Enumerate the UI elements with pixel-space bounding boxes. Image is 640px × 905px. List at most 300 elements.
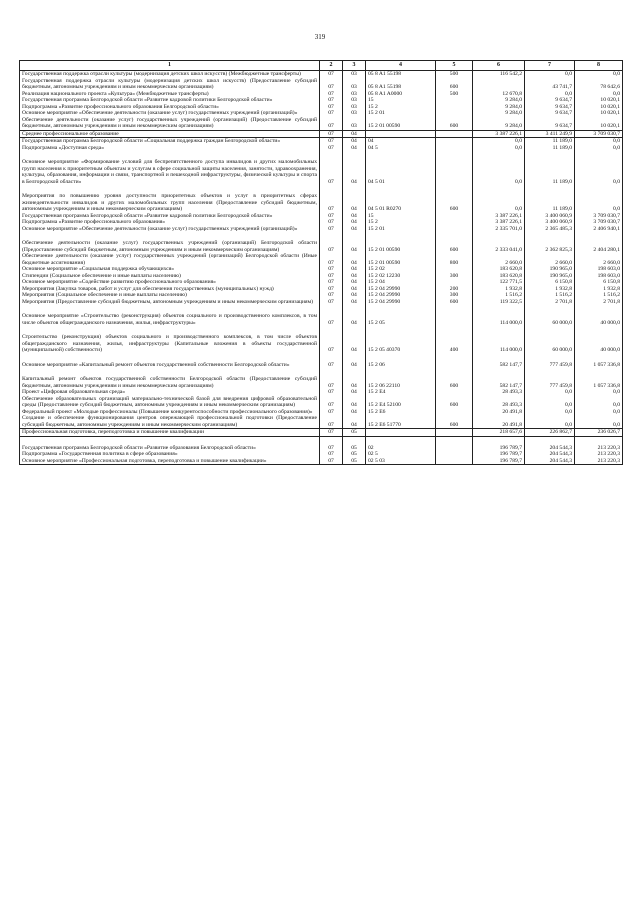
expense-type-code: 400 <box>436 334 473 354</box>
section-code: 07 <box>320 193 343 213</box>
row-name: Основное мероприятие «Строительство (реконструкция) объектов социального и производственного комплексов, в том числе объектов общегражданского назначения, жилья, инфраструктуры» <box>20 313 320 326</box>
spacer-cell <box>575 354 623 362</box>
spacer-cell <box>20 368 320 376</box>
table-row <box>20 117 623 131</box>
amount-year-1: 196 789,7 <box>473 445 525 452</box>
amount-year-2: 1 516,2 <box>525 292 575 299</box>
spacer-cell <box>575 151 623 159</box>
subsection-code: 04 <box>343 396 366 409</box>
spacer-cell <box>473 436 525 445</box>
target-article-code: 15 2 04 29990 <box>366 292 436 299</box>
column-header: 3 <box>343 61 366 71</box>
subsection-code: 05 <box>343 445 366 452</box>
amount-year-3: 10 020,1 <box>575 97 623 104</box>
section-code: 07 <box>320 240 343 253</box>
target-article-code: 15 2 05 <box>366 313 436 326</box>
amount-year-1: 3 387 226,1 <box>473 213 525 220</box>
spacer-cell <box>525 232 575 240</box>
spacer-cell <box>473 354 525 362</box>
spacer-cell <box>320 232 343 240</box>
amount-year-1: 196 789,7 <box>473 458 525 465</box>
amount-year-1: 114 000,0 <box>473 334 525 354</box>
amount-year-3: 2 660,0 <box>575 253 623 266</box>
row-name: Государственная поддержка отрасли культуры (модернизация детских школ искусств) (Предоставление субсидий бюджетным, автономным учреждениям и иным некоммерческим организациям) <box>20 78 320 91</box>
table-row <box>20 429 623 437</box>
row-name: Профессиональная подготовка, переподготовка и повышение квалификации <box>20 429 320 437</box>
amount-year-2: 0,0 <box>525 71 575 78</box>
table-row <box>20 130 623 138</box>
target-article-code: 15 2 E6 51770 <box>366 415 436 429</box>
spacer-cell <box>20 185 320 193</box>
section-code: 07 <box>320 213 343 220</box>
subsection-code: 04 <box>343 313 366 326</box>
section-code: 07 <box>320 110 343 117</box>
subsection-code: 04 <box>343 389 366 396</box>
expense-type-code: 600 <box>436 376 473 389</box>
amount-year-2: 11 189,0 <box>525 145 575 152</box>
expense-type-code: 200 <box>436 286 473 293</box>
row-name: Подпрограмма «Развитие профессионального образования Белгородской области» <box>20 104 320 111</box>
subsection-code: 04 <box>343 219 366 226</box>
section-code: 07 <box>320 445 343 452</box>
amount-year-2: 9 634,7 <box>525 117 575 131</box>
row-name: Подпрограмма «Доступная среда» <box>20 145 320 152</box>
row-name: Основное мероприятие «Содействие развитию профессионального образования» <box>20 279 320 286</box>
row-name: Основное мероприятие «Профессиональная подготовка, переподготовка и повышение квалификации» <box>20 458 320 465</box>
spacer-cell <box>436 368 473 376</box>
amount-year-1: 9 284,0 <box>473 110 525 117</box>
amount-year-2: 1 932,8 <box>525 286 575 293</box>
spacer-cell <box>473 368 525 376</box>
target-article-code: 15 2 01 00590 <box>366 240 436 253</box>
section-code: 07 <box>320 71 343 78</box>
amount-year-1: 116 542,2 <box>473 71 525 78</box>
row-name: Подпрограмма «Развитие профессионального образования» <box>20 219 320 226</box>
subsection-code: 04 <box>343 362 366 369</box>
row-name: Стипендии (Социальное обеспечение и иные выплаты населению) <box>20 273 320 280</box>
expense-type-code: 500 <box>436 91 473 98</box>
target-article-code: 15 2 01 00590 <box>366 253 436 266</box>
amount-year-1: 122 771,5 <box>473 279 525 286</box>
amount-year-2: 2 365 485,3 <box>525 226 575 233</box>
spacer-cell <box>436 151 473 159</box>
table-row <box>20 138 623 145</box>
section-code: 07 <box>320 334 343 354</box>
amount-year-2: 11 189,0 <box>525 138 575 145</box>
spacer-cell <box>320 436 343 445</box>
subsection-code: 04 <box>343 286 366 293</box>
subsection-code: 04 <box>343 334 366 354</box>
spacer-cell <box>20 232 320 240</box>
amount-year-1: 2 333 041,0 <box>473 240 525 253</box>
spacer-cell <box>320 354 343 362</box>
target-article-code: 15 2 E4 52100 <box>366 396 436 409</box>
row-name: Обеспечение деятельности (оказание услуг) государственных учреждений (организаций) Белгородской области (Предоставление субсидий бюджетным, автономным учреждениям и иным некоммерческим организациям) <box>20 240 320 253</box>
amount-year-1: 1 516,2 <box>473 292 525 299</box>
expense-type-code <box>436 313 473 326</box>
amount-year-2: 60 000,0 <box>525 334 575 354</box>
section-code: 07 <box>320 279 343 286</box>
spacer-cell <box>525 185 575 193</box>
section-code: 07 <box>320 97 343 104</box>
amount-year-2: 190 965,0 <box>525 273 575 280</box>
expense-type-code <box>436 138 473 145</box>
target-article-code: 15 2 04 29990 <box>366 286 436 293</box>
amount-year-3: 40 000,0 <box>575 313 623 326</box>
section-code: 07 <box>320 313 343 326</box>
section-code: 07 <box>320 117 343 131</box>
amount-year-1: 3 387 226,1 <box>473 219 525 226</box>
amount-year-3: 0,0 <box>575 409 623 416</box>
row-name: Государственная программа Белгородской области «Развитие кадровой политики Белгородской области» <box>20 97 320 104</box>
subsection-code: 04 <box>343 138 366 145</box>
spacer-cell <box>343 305 366 313</box>
subsection-code: 04 <box>343 240 366 253</box>
expense-type-code: 600 <box>436 240 473 253</box>
expense-type-code: 500 <box>436 71 473 78</box>
expense-type-code: 300 <box>436 292 473 299</box>
section-code: 07 <box>320 226 343 233</box>
amount-year-3: 0,0 <box>575 91 623 98</box>
subsection-code: 04 <box>343 415 366 429</box>
subsection-code: 03 <box>343 91 366 98</box>
spacer-cell <box>366 368 436 376</box>
amount-year-1: 183 620,8 <box>473 266 525 273</box>
amount-year-2: 204 544,3 <box>525 451 575 458</box>
row-name: Среднее профессиональное образование <box>20 130 320 138</box>
row-name: Государственная программа Белгородской области «Развитие образования Белгородской области» <box>20 445 320 452</box>
section-code: 07 <box>320 145 343 152</box>
row-name: Мероприятия (Социальное обеспечение и иные выплаты населению) <box>20 292 320 299</box>
target-article-code: 02 5 03 <box>366 458 436 465</box>
target-article-code: 15 2 05 40370 <box>366 334 436 354</box>
amount-year-1: 9 284,0 <box>473 97 525 104</box>
spacer-cell <box>575 368 623 376</box>
amount-year-3: 2 404 280,1 <box>575 240 623 253</box>
subsection-code: 04 <box>343 376 366 389</box>
spacer-cell <box>436 232 473 240</box>
row-name: Мероприятия по повышению уровня доступности приоритетных объектов и услуг в приоритетных сферах жизнедеятельности инвалидов и других маломобильных групп населения (Предоставление субсидий бюджетным, автономным учреждениям и иным некоммерческим организациям) <box>20 193 320 213</box>
row-name: Обеспечение деятельности (оказание услуг) государственных учреждений (организаций) (Предоставление субсидий бюджетным, автономным учреждениям и иным некоммерческим организациям) <box>20 117 320 131</box>
spacer-cell <box>525 436 575 445</box>
table-row <box>20 334 623 354</box>
target-article-code: 15 <box>366 97 436 104</box>
amount-year-1: 196 789,7 <box>473 451 525 458</box>
amount-year-3: 198 603,0 <box>575 266 623 273</box>
amount-year-1: 1 932,8 <box>473 286 525 293</box>
expense-type-code <box>436 130 473 138</box>
spacer-cell <box>436 354 473 362</box>
expense-type-code: 600 <box>436 299 473 306</box>
amount-year-3: 213 220,3 <box>575 451 623 458</box>
target-article-code: 05 8 A1 A0000 <box>366 91 436 98</box>
amount-year-3: 2 701,8 <box>575 299 623 306</box>
spacer-cell <box>366 326 436 334</box>
target-article-code: 02 <box>366 445 436 452</box>
row-spacer <box>20 185 623 193</box>
amount-year-1: 3 387 226,1 <box>473 130 525 138</box>
table-row <box>20 193 623 213</box>
row-name: Капитальный ремонт объектов государственной собственности Белгородской области (Предоставление субсидий бюджетным, автономным учреждениям и иным некоммерческим организациям) <box>20 376 320 389</box>
amount-year-2: 60 000,0 <box>525 313 575 326</box>
section-code: 07 <box>320 376 343 389</box>
expense-type-code <box>436 429 473 437</box>
amount-year-3: 6 150,8 <box>575 279 623 286</box>
target-article-code <box>366 429 436 437</box>
spacer-cell <box>575 185 623 193</box>
target-article-code: 15 2 01 <box>366 226 436 233</box>
subsection-code: 05 <box>343 458 366 465</box>
target-article-code: 04 <box>366 138 436 145</box>
row-name: Обеспечение деятельности (оказание услуг) государственных учреждений (организаций) Белгородской области (Иные бюджетные ассигнования) <box>20 253 320 266</box>
spacer-cell <box>20 305 320 313</box>
spacer-cell <box>343 185 366 193</box>
spacer-cell <box>436 326 473 334</box>
expense-type-code: 600 <box>436 193 473 213</box>
section-code: 07 <box>320 389 343 396</box>
table-row <box>20 71 623 78</box>
amount-year-1: 9 284,0 <box>473 104 525 111</box>
target-article-code: 15 2 02 <box>366 266 436 273</box>
amount-year-1: 12 670,8 <box>473 91 525 98</box>
spacer-cell <box>473 232 525 240</box>
spacer-cell <box>436 436 473 445</box>
column-header: 5 <box>436 61 473 71</box>
amount-year-2: 6 150,8 <box>525 279 575 286</box>
target-article-code: 15 2 <box>366 219 436 226</box>
subsection-code: 03 <box>343 104 366 111</box>
section-code: 07 <box>320 91 343 98</box>
expense-type-code <box>436 458 473 465</box>
row-name: Основное мероприятие «Формирование условий для беспрепятственного доступа инвалидов и других маломобильных групп населения к приоритетным объектам и услугам в сфере социальной защиты населения, занятости, здравоохранения, культуры, образования, информации и связи, транспортной и пешеходной инфраструктуры, физической культуры и спорта в Белгородской области» <box>20 159 320 185</box>
amount-year-2: 204 544,3 <box>525 445 575 452</box>
subsection-code: 04 <box>343 159 366 185</box>
target-article-code: 05 8 A1 55198 <box>366 71 436 78</box>
amount-year-2: 190 965,0 <box>525 266 575 273</box>
spacer-cell <box>473 326 525 334</box>
table-row <box>20 458 623 465</box>
row-spacer <box>20 368 623 376</box>
target-article-code: 15 2 01 <box>366 110 436 117</box>
amount-year-2: 2 362 825,3 <box>525 240 575 253</box>
spacer-cell <box>525 326 575 334</box>
spacer-cell <box>366 305 436 313</box>
amount-year-2: 0,0 <box>525 396 575 409</box>
target-article-code: 15 2 <box>366 104 436 111</box>
subsection-code: 04 <box>343 130 366 138</box>
amount-year-1: 582 147,7 <box>473 362 525 369</box>
amount-year-3: 3 709 030,7 <box>575 219 623 226</box>
target-article-code: 15 2 06 <box>366 362 436 369</box>
spacer-cell <box>20 436 320 445</box>
spacer-cell <box>575 305 623 313</box>
amount-year-3: 3 709 030,7 <box>575 130 623 138</box>
row-name: Государственная программа Белгородской области «Развитие кадровой политики Белгородской области» <box>20 213 320 220</box>
amount-year-2: 11 189,0 <box>525 193 575 213</box>
spacer-cell <box>525 305 575 313</box>
amount-year-2: 0,0 <box>525 409 575 416</box>
row-name: Строительство (реконструкция) объектов социального и производственного комплексов, в том числе объектов общегражданского назначения, жилья, инфраструктуры (Капитальные вложения в объекты государственной (муниципальной) собственности) <box>20 334 320 354</box>
amount-year-2: 3 400 060,9 <box>525 219 575 226</box>
amount-year-1: 0,0 <box>473 138 525 145</box>
spacer-cell <box>575 436 623 445</box>
target-article-code: 04 5 01 R0270 <box>366 193 436 213</box>
section-code: 07 <box>320 253 343 266</box>
amount-year-3: 236 026,7 <box>575 429 623 437</box>
amount-year-2: 9 634,7 <box>525 104 575 111</box>
amount-year-3: 1 057 336,8 <box>575 376 623 389</box>
spacer-cell <box>436 185 473 193</box>
section-code: 07 <box>320 458 343 465</box>
amount-year-3: 0,0 <box>575 389 623 396</box>
spacer-cell <box>20 151 320 159</box>
section-code: 07 <box>320 219 343 226</box>
amount-year-2: 204 544,3 <box>525 458 575 465</box>
spacer-cell <box>343 151 366 159</box>
section-code: 07 <box>320 130 343 138</box>
section-code: 07 <box>320 451 343 458</box>
row-spacer <box>20 305 623 313</box>
spacer-cell <box>343 368 366 376</box>
subsection-code: 04 <box>343 226 366 233</box>
row-name: Подпрограмма «Государственная политика в сфере образования» <box>20 451 320 458</box>
target-article-code: 15 <box>366 213 436 220</box>
amount-year-3: 0,0 <box>575 145 623 152</box>
row-spacer <box>20 232 623 240</box>
subsection-code: 04 <box>343 145 366 152</box>
subsection-code: 04 <box>343 213 366 220</box>
spacer-cell <box>366 354 436 362</box>
row-spacer <box>20 354 623 362</box>
spacer-cell <box>320 185 343 193</box>
spacer-cell <box>525 354 575 362</box>
amount-year-3: 78 642,6 <box>575 78 623 91</box>
amount-year-3: 1 516,2 <box>575 292 623 299</box>
amount-year-3: 0,0 <box>575 415 623 429</box>
table-row <box>20 159 623 185</box>
subsection-code: 04 <box>343 279 366 286</box>
amount-year-1: 119 322,5 <box>473 299 525 306</box>
spacer-cell <box>320 368 343 376</box>
amount-year-2: 0,0 <box>525 91 575 98</box>
section-code: 07 <box>320 415 343 429</box>
amount-year-2: 0,0 <box>525 415 575 429</box>
row-name: Федеральный проект «Молодые профессионалы (Повышение конкурентоспособности профессионального образования)» <box>20 409 320 416</box>
column-header: 7 <box>525 61 575 71</box>
amount-year-2: 777 459,8 <box>525 376 575 389</box>
spacer-cell <box>525 368 575 376</box>
row-spacer <box>20 151 623 159</box>
column-header: 6 <box>473 61 525 71</box>
expense-type-code: 600 <box>436 415 473 429</box>
spacer-cell <box>343 232 366 240</box>
subsection-code: 04 <box>343 292 366 299</box>
row-name: Мероприятия (Закупка товаров, работ и услуг для обеспечения государственных (муниципальных) нужд) <box>20 286 320 293</box>
amount-year-3: 0,0 <box>575 396 623 409</box>
section-code: 07 <box>320 396 343 409</box>
subsection-code: 04 <box>343 193 366 213</box>
amount-year-3: 0,0 <box>575 71 623 78</box>
row-name: Основное мероприятие «Капитальный ремонт объектов государственной собственности Белгородской области» <box>20 362 320 369</box>
target-article-code: 15 2 E6 <box>366 409 436 416</box>
table-row <box>20 376 623 389</box>
amount-year-2: 3 400 060,9 <box>525 213 575 220</box>
amount-year-1: 2 335 701,0 <box>473 226 525 233</box>
spacer-cell <box>320 305 343 313</box>
subsection-code: 04 <box>343 299 366 306</box>
column-header: 2 <box>320 61 343 71</box>
section-code: 07 <box>320 138 343 145</box>
spacer-cell <box>343 326 366 334</box>
subsection-code: 05 <box>343 451 366 458</box>
spacer-cell <box>473 185 525 193</box>
row-name: Государственная поддержка отрасли культуры (модернизация детских школ искусств) (Межбюджетные трансферты) <box>20 71 320 78</box>
target-article-code: 02 5 <box>366 451 436 458</box>
amount-year-3: 1 057 336,8 <box>575 362 623 369</box>
spacer-cell <box>320 326 343 334</box>
table-row <box>20 253 623 266</box>
column-header-row <box>20 61 623 71</box>
row-name: Проект «Цифровая образовательная среда» <box>20 389 320 396</box>
spacer-cell <box>473 151 525 159</box>
spacer-cell <box>366 232 436 240</box>
subsection-code: 05 <box>343 429 366 437</box>
subsection-code: 03 <box>343 97 366 104</box>
subsection-code: 03 <box>343 117 366 131</box>
target-article-code: 15 2 02 12230 <box>366 273 436 280</box>
amount-year-1: 20 491,8 <box>473 409 525 416</box>
section-code: 07 <box>320 78 343 91</box>
subsection-code: 04 <box>343 266 366 273</box>
table-row <box>20 415 623 429</box>
spacer-cell <box>343 354 366 362</box>
subsection-code: 04 <box>343 273 366 280</box>
table-row <box>20 396 623 409</box>
table-row <box>20 313 623 326</box>
amount-year-3: 0,0 <box>575 159 623 185</box>
amount-year-1: 0,0 <box>473 145 525 152</box>
spacer-cell <box>366 436 436 445</box>
section-code: 07 <box>320 286 343 293</box>
spacer-cell <box>366 185 436 193</box>
amount-year-1: 28 493,3 <box>473 389 525 396</box>
row-spacer <box>20 436 623 445</box>
table-row <box>20 240 623 253</box>
amount-year-2: 3 411 249,9 <box>525 130 575 138</box>
expense-type-code: 300 <box>436 273 473 280</box>
amount-year-1: 20 491,8 <box>473 415 525 429</box>
row-name: Основное мероприятие «Социальная поддержка обучающихся» <box>20 266 320 273</box>
amount-year-2: 9 634,7 <box>525 110 575 117</box>
row-name: Реализация национального проекта «Культура» (Межбюджетные трансферты) <box>20 91 320 98</box>
amount-year-1: 582 147,7 <box>473 376 525 389</box>
row-name: Основное мероприятие «Обеспечение деятельности (оказание услуг) государственных учреждений (организаций)» <box>20 110 320 117</box>
spacer-cell <box>320 151 343 159</box>
target-article-code: 15 2 04 <box>366 279 436 286</box>
spacer-cell <box>575 326 623 334</box>
column-header: 4 <box>366 61 436 71</box>
target-article-code: 04 5 <box>366 145 436 152</box>
row-name: Создание и обеспечение функционирования центров опережающей профессиональной подготовки (Предоставление субсидий бюджетным, автономным учреждениям и иным некоммерческим организациям) <box>20 415 320 429</box>
amount-year-3: 0,0 <box>575 193 623 213</box>
page-number: 319 <box>314 33 326 41</box>
spacer-cell <box>366 151 436 159</box>
target-article-code: 04 5 01 <box>366 159 436 185</box>
budget-table <box>19 60 623 465</box>
row-name: Мероприятия (Предоставление субсидий бюджетным, автономным учреждениям и иным некоммерческим организациям) <box>20 299 320 306</box>
amount-year-1: 218 657,6 <box>473 429 525 437</box>
column-header: 8 <box>575 61 623 71</box>
